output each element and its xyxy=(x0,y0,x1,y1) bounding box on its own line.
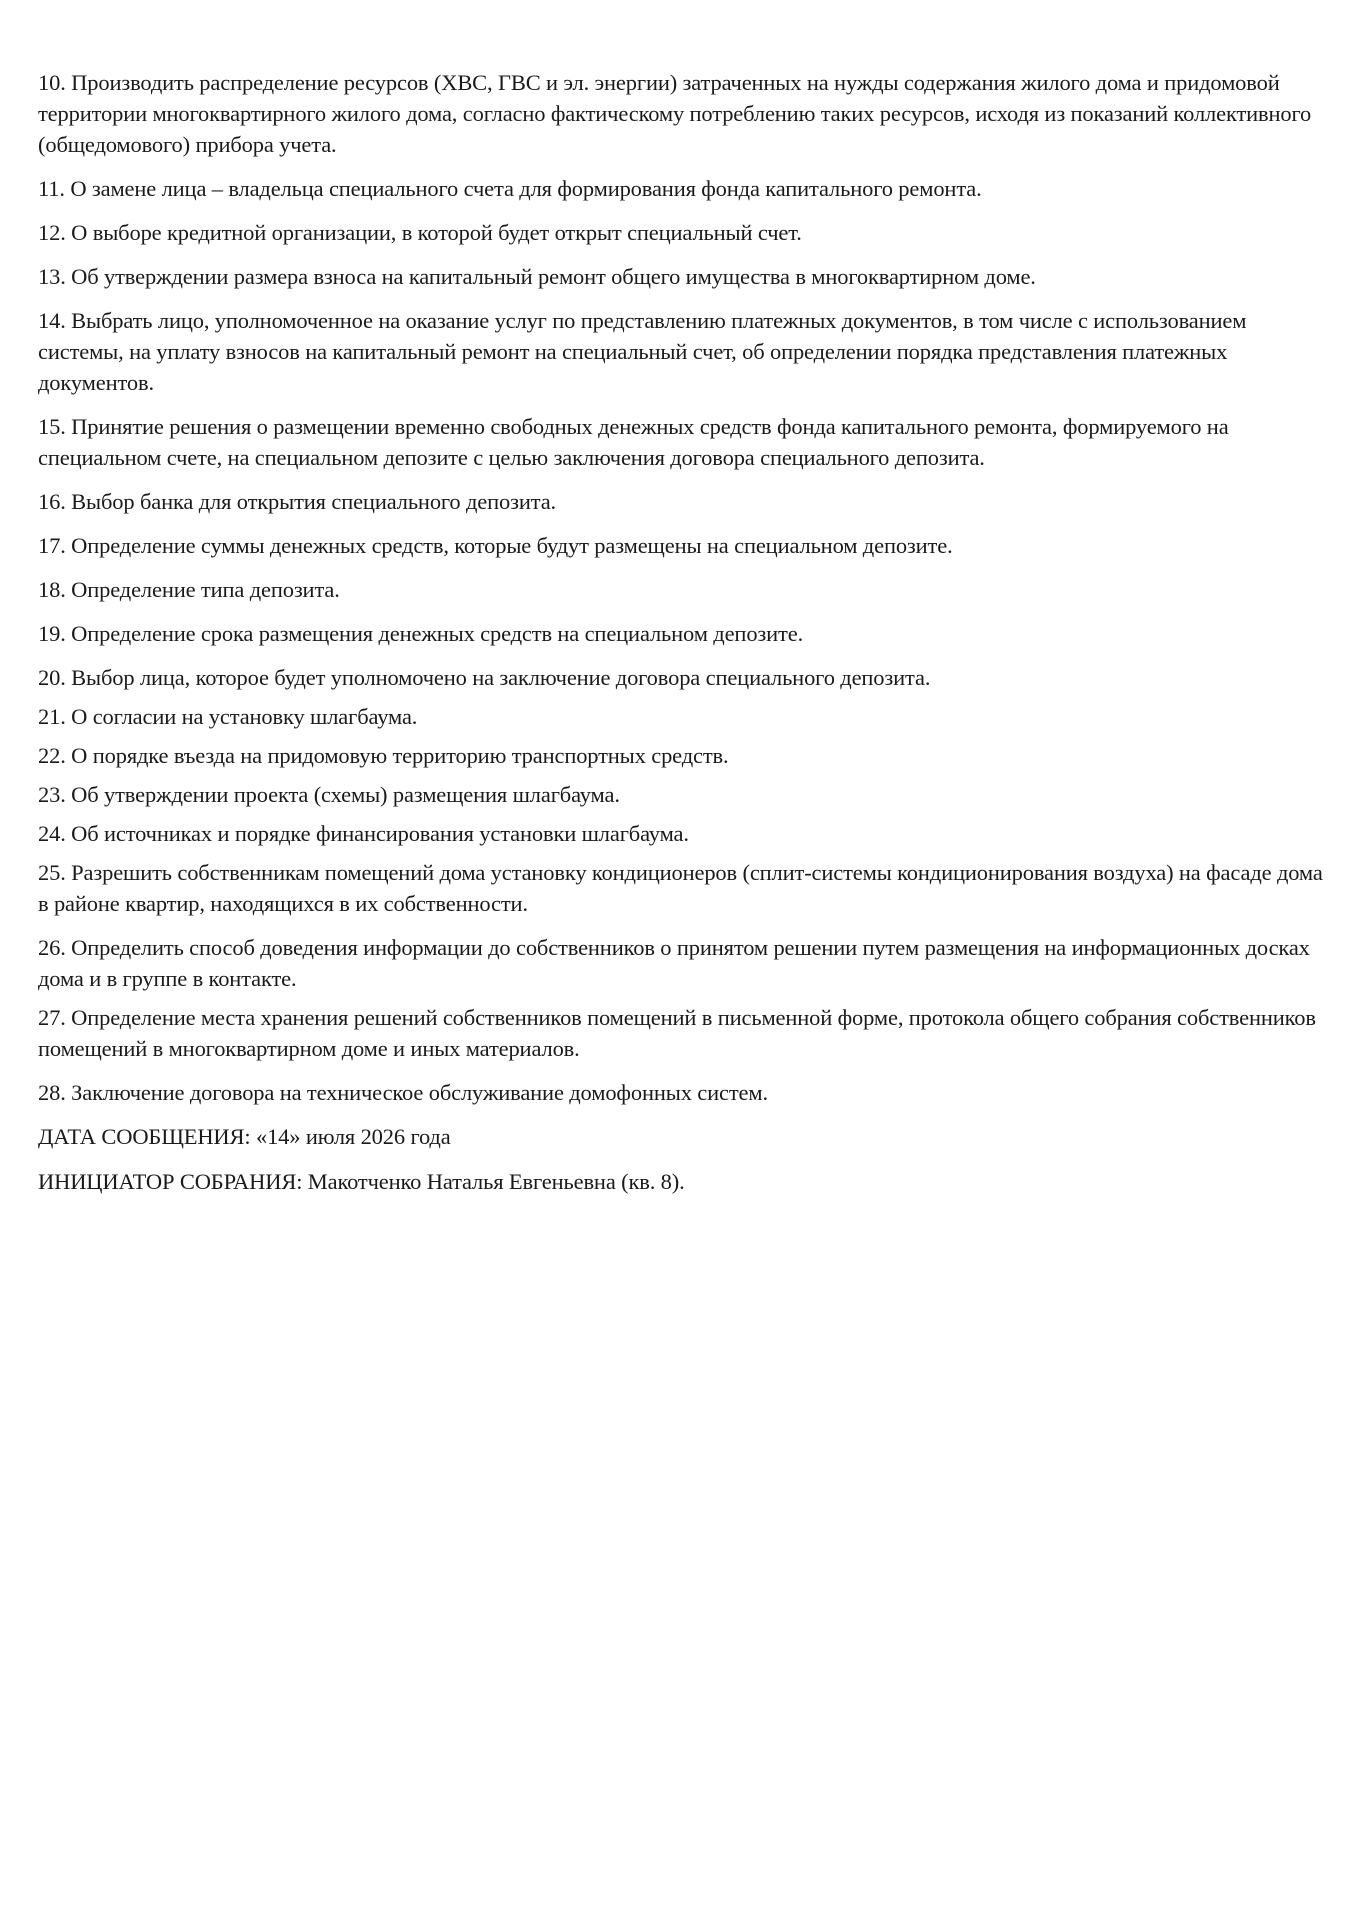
document-page xyxy=(38,67,1328,1211)
agenda-item-12: 12. О выборе кредитной организации, в которой будет открыт специальный счет. xyxy=(38,220,802,245)
agenda-item-22: 22. О порядке въезда на придомовую территорию транспортных средств. xyxy=(38,743,729,768)
agenda-item-21: 21. О согласии на установку шлагбаума. xyxy=(38,704,418,729)
agenda-item-26: 26. Определить способ доведения информации до собственников о принятом решении путем размещения на информационных досках дома и в группе в контакте. xyxy=(38,935,1310,991)
message-date: ДАТА СООБЩЕНИЯ: «14» июля 2026 года xyxy=(38,1124,451,1149)
agenda-item-27: 27. Определение места хранения решений собственников помещений в письменной форме, протокола общего собрания собственников помещений в многоквартирном доме и иных материалов. xyxy=(38,1005,1316,1061)
agenda-item-17: 17. Определение суммы денежных средств, которые будут размещены на специальном депозите. xyxy=(38,533,953,558)
agenda-item-15: 15. Принятие решения о размещении временно свободных денежных средств фонда капитального ремонта, формируемого на специальном счете, на специальном депозите с целью заключения договора специального депозита. xyxy=(38,414,1229,470)
agenda-item-11: 11. О замене лица – владельца специального счета для формирования фонда капитального ремонта. xyxy=(38,176,982,201)
agenda-item-25: 25. Разрешить собственникам помещений дома установку кондиционеров (сплит-системы кондиционирования воздуха) на фасаде дома в районе квартир, находящихся в их собственности. xyxy=(38,860,1323,916)
agenda-item-13: 13. Об утверждении размера взноса на капитальный ремонт общего имущества в многоквартирном доме. xyxy=(38,264,1036,289)
agenda-item-28: 28. Заключение договора на техническое обслуживание домофонных систем. xyxy=(38,1080,768,1105)
agenda-item-24: 24. Об источниках и порядке финансирования установки шлагбаума. xyxy=(38,821,689,846)
agenda-item-16: 16. Выбор банка для открытия специального депозита. xyxy=(38,489,557,514)
meeting-initiator: ИНИЦИАТОР СОБРАНИЯ: Макотченко Наталья Евгеньевна (кв. 8). xyxy=(38,1169,685,1194)
agenda-item-23: 23. Об утверждении проекта (схемы) размещения шлагбаума. xyxy=(38,782,620,807)
agenda-item-14: 14. Выбрать лицо, уполномоченное на оказание услуг по представлению платежных документов, в том числе с использованием системы, на уплату взносов на капитальный ремонт на специальный счет, об определении порядка представления платежных документов. xyxy=(38,308,1247,395)
agenda-item-18: 18. Определение типа депозита. xyxy=(38,577,340,602)
agenda-item-19: 19. Определение срока размещения денежных средств на специальном депозите. xyxy=(38,621,804,646)
agenda-item-20: 20. Выбор лица, которое будет уполномочено на заключение договора специального депозита. xyxy=(38,665,931,690)
agenda-item-10: 10. Производить распределение ресурсов (ХВС, ГВС и эл. энергии) затраченных на нужды содержания жилого дома и придомовой территории многоквартирного жилого дома, согласно фактическому потреблению таких ресурсов, исходя из показаний коллективного (общедомового) прибора учета. xyxy=(38,70,1312,157)
